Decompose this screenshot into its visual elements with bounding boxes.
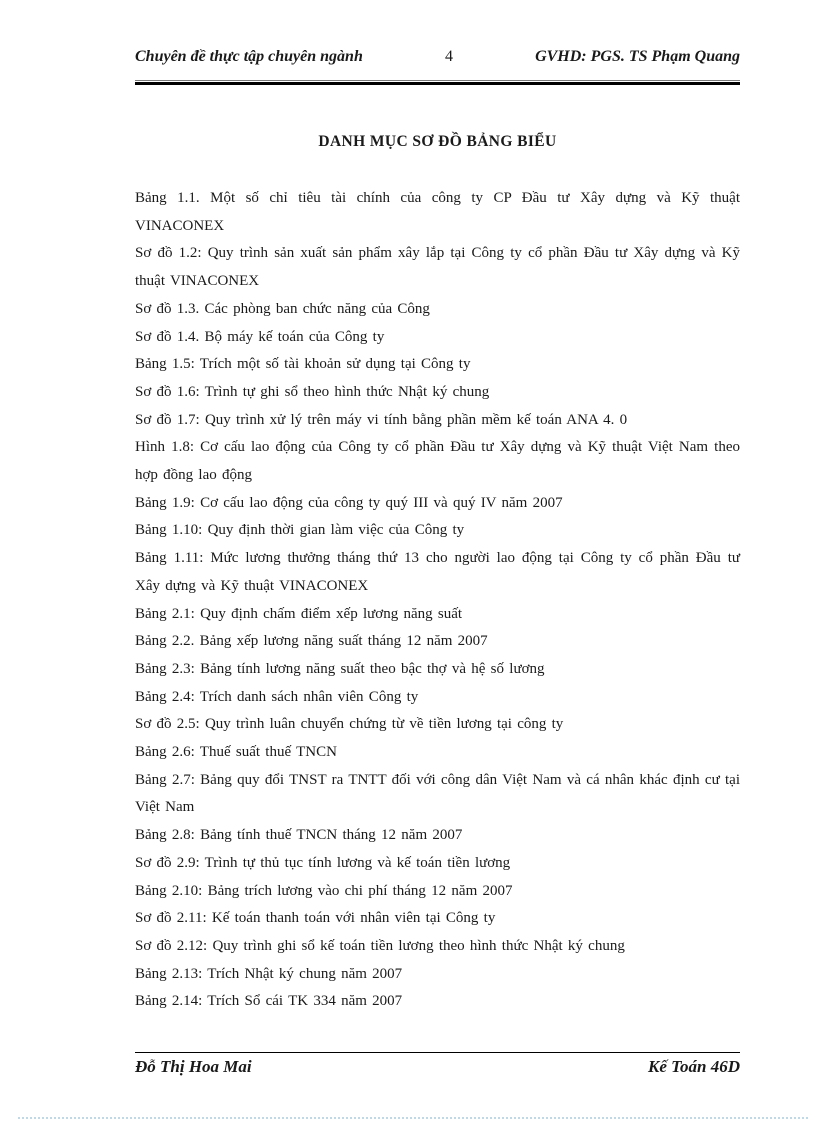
- list-entry: Bảng 2.2. Bảng xếp lương năng suất tháng 12 năm 2007: [135, 633, 488, 650]
- list-entry: Bảng 1.10: Quy định thời gian làm việc của Công ty: [135, 522, 465, 539]
- list-entry: Sơ đồ 1.7: Quy trình xử lý trên máy vi tính bằng phần mềm kế toán ANA 4. 0: [135, 411, 628, 428]
- page-edge-dotted-line: [18, 1117, 808, 1119]
- list-entry: Hình 1.8: Cơ cấu lao động của Công ty cổ phần Đầu tư Xây dựng và Kỹ thuật Việt Nam theo hợp đồng lao động: [135, 439, 740, 484]
- page-header: [135, 48, 740, 66]
- list-entry: Bảng 1.9: Cơ cấu lao động của công ty quý III và quý IV năm 2007: [135, 494, 563, 511]
- page-footer: [135, 1057, 740, 1077]
- list-entry: Bảng 2.4: Trích danh sách nhân viên Công ty: [135, 688, 419, 705]
- list-entry: Sơ đồ 2.12: Quy trình ghi sổ kế toán tiền lương theo hình thức Nhật ký chung: [135, 937, 625, 954]
- list-entry: Sơ đồ 2.5: Quy trình luân chuyển chứng từ về tiền lương tại công ty: [135, 716, 564, 733]
- list-entry: Sơ đồ 1.2: Quy trình sản xuất sản phẩm xây lắp tại Công ty cổ phần Đầu tư Xây dựng và Kỹ thuật VINACONEX: [135, 245, 740, 290]
- list-entry: Bảng 2.10: Bảng trích lương vào chi phí tháng 12 năm 2007: [135, 882, 513, 899]
- list-entry: Sơ đồ 1.4. Bộ máy kế toán của Công ty: [135, 328, 385, 345]
- header-supervisor: GVHD: PGS. TS Phạm Quang: [535, 48, 740, 65]
- list-entry: Bảng 2.8: Bảng tính thuế TNCN tháng 12 năm 2007: [135, 827, 463, 844]
- footer-class: Kế Toán 46D: [648, 1057, 740, 1076]
- list-entry: Bảng 1.1. Một số chỉ tiêu tài chính của công ty CP Đầu tư Xây dựng và Kỹ thuật VINACONEX: [135, 190, 740, 234]
- page-title: DANH MỤC SƠ ĐỒ BẢNG BIỂU: [318, 133, 557, 150]
- list-entry: Bảng 1.11: Mức lương thưởng tháng thứ 13 cho người lao động tại Công ty cổ phần Đầu tư Xây dựng và Kỹ thuật VINACONEX: [135, 550, 740, 594]
- footer-author: Đỗ Thị Hoa Mai: [135, 1057, 252, 1076]
- list-entry: Bảng 2.14: Trích Sổ cái TK 334 năm 2007: [135, 993, 403, 1010]
- list-entry: Bảng 2.7: Bảng quy đổi TNST ra TNTT đối với công dân Việt Nam và cá nhân khác định cư tại Việt Nam: [135, 771, 740, 816]
- page-number: 4: [444, 48, 453, 65]
- list-entry: Bảng 2.6: Thuế suất thuế TNCN: [135, 744, 337, 761]
- list-entry: Bảng 2.1: Quy định chấm điểm xếp lương năng suất: [135, 605, 463, 622]
- entry-list: [135, 185, 740, 1016]
- list-entry: Sơ đồ 2.11: Kế toán thanh toán với nhân viên tại Công ty: [135, 910, 496, 927]
- header-rule: [135, 80, 740, 85]
- list-entry: Sơ đồ 2.9: Trình tự thủ tục tính lương và kế toán tiền lương: [135, 854, 511, 871]
- list-entry: Bảng 1.5: Trích một số tài khoản sử dụng tại Công ty: [135, 356, 471, 373]
- list-entry: Bảng 2.13: Trích Nhật ký chung năm 2007: [135, 965, 403, 982]
- footer-rule: [135, 1052, 740, 1053]
- list-entry: Sơ đồ 1.6: Trình tự ghi sổ theo hình thức Nhật ký chung: [135, 383, 490, 400]
- list-entry: Sơ đồ 1.3. Các phòng ban chức năng của Công: [135, 300, 430, 317]
- list-entry: Bảng 2.3: Bảng tính lương năng suất theo bậc thợ và hệ số lương: [135, 660, 545, 677]
- header-course-title: Chuyên đề thực tập chuyên ngành: [135, 48, 363, 65]
